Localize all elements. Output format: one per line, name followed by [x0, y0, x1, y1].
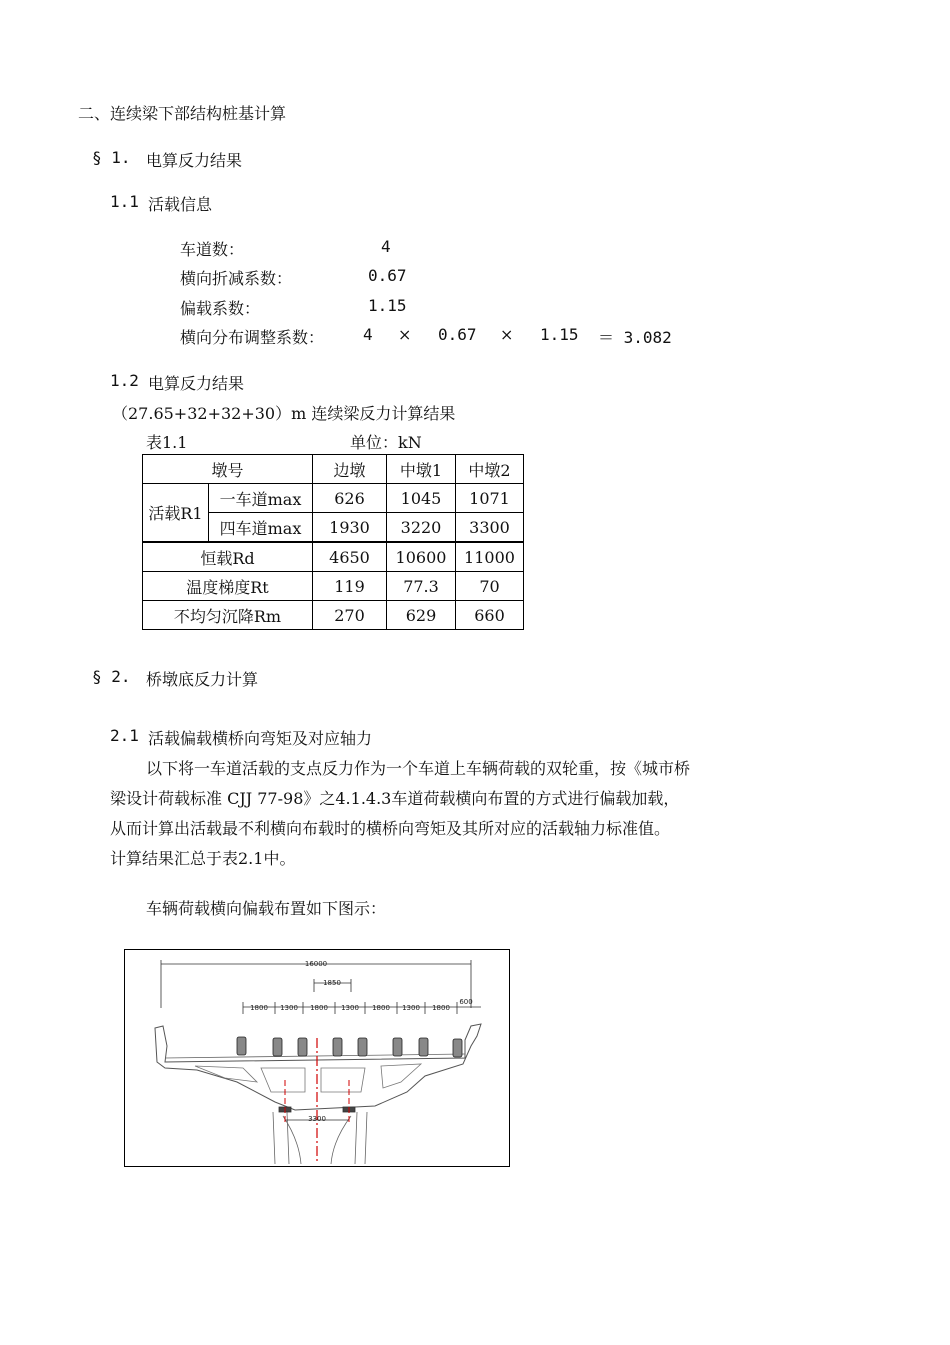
header-mid-pier-2: 中墩2	[456, 455, 524, 484]
row-label: 温度梯度Rt	[143, 572, 313, 601]
adjust-term-reduction: 0.67	[438, 325, 477, 344]
box-cell	[321, 1068, 365, 1092]
subsection-2-1-num: 2.1	[110, 726, 139, 745]
dimension-spacing: 1800	[432, 1004, 450, 1012]
section-2-mark: § 2.	[92, 667, 131, 686]
row-label: 恒载Rd	[143, 542, 313, 572]
cell-value: 270	[313, 601, 387, 630]
dimension-edge: 600	[459, 998, 473, 1006]
subsection-1-2-num: 1.2	[110, 371, 139, 390]
wheel-load	[393, 1038, 402, 1056]
figure-intro: 车辆荷载横向偏载布置如下图示：	[146, 899, 387, 918]
header-mid-pier-1: 中墩1	[387, 455, 456, 484]
row-label: 不均匀沉降Rm	[143, 601, 313, 630]
bridge-cross-section-figure	[124, 949, 510, 1167]
paragraph-line: 计算结果汇总于表2.1中。	[110, 849, 296, 868]
cell-value: 11000	[456, 542, 524, 572]
lanes-label: 车道数：	[180, 240, 245, 259]
cell-value: 1071	[456, 484, 524, 513]
dimension-total: 16000	[304, 960, 328, 968]
wheel-load	[298, 1038, 307, 1056]
cell-value: 3220	[387, 513, 456, 543]
subsection-2-1-title: 活载偏载横桥向弯矩及对应轴力	[148, 729, 373, 748]
row-label: 四车道max	[209, 513, 313, 543]
cell-value: 3300	[456, 513, 524, 543]
adjust-term-lanes: 4	[363, 325, 373, 344]
cross-section-drawing	[125, 950, 509, 1166]
lanes-value: 4	[381, 237, 391, 256]
cell-value: 10600	[387, 542, 456, 572]
subsection-1-2-title: 电算反力结果	[148, 374, 245, 393]
paragraph-line: 以下将一车道活载的支点反力作为一个车道上车辆荷载的双轮重，按《城市桥	[146, 759, 691, 778]
cell-value: 660	[456, 601, 524, 630]
multiply-sign: ×	[500, 325, 514, 344]
section-1-mark: § 1.	[92, 148, 131, 167]
dimension-spacing: 1800	[372, 1004, 390, 1012]
dimension-spacing: 1300	[280, 1004, 298, 1012]
cell-value: 77.3	[387, 572, 456, 601]
table-caption: （27.65+32+32+30）m 连续梁反力计算结果	[112, 404, 456, 423]
subsection-1-1-num: 1.1	[110, 192, 139, 211]
adjust-result: ＝ 3.082	[598, 328, 672, 347]
wheel-load	[333, 1038, 342, 1056]
cell-value: 629	[387, 601, 456, 630]
paragraph-line: 梁设计荷载标准 CJJ 77-98》之4.1.4.3车道荷载横向布置的方式进行偏载加载，	[110, 789, 680, 808]
cell-value: 4650	[313, 542, 387, 572]
dimension-offset: 1850	[323, 979, 341, 987]
header-pier-no: 墩号	[143, 455, 313, 484]
cell-value: 1930	[313, 513, 387, 543]
subsection-1-1-title: 活载信息	[148, 195, 213, 214]
adjust-term-eccentric: 1.15	[540, 325, 579, 344]
girder-outline	[155, 1024, 481, 1110]
adjust-label: 横向分布调整系数：	[180, 328, 325, 347]
section-1-title: 电算反力结果	[146, 151, 243, 170]
header-side-pier: 边墩	[313, 455, 387, 484]
reduction-label: 横向折减系数：	[180, 269, 293, 288]
live-load-label: 活载R1	[143, 484, 209, 543]
section-title: 二、连续梁下部结构桩基计算	[78, 104, 287, 123]
table-row	[143, 542, 524, 572]
box-cell	[261, 1068, 305, 1092]
dimension-spacing: 1300	[402, 1004, 420, 1012]
cell-value: 70	[456, 572, 524, 601]
wheel-load	[273, 1038, 282, 1056]
table-row	[143, 601, 524, 630]
reaction-table	[142, 454, 524, 630]
cell-value: 626	[313, 484, 387, 513]
wheel-load	[419, 1038, 428, 1056]
box-cell	[195, 1066, 257, 1082]
table-number: 表1.1	[146, 433, 188, 452]
row-label: 一车道max	[209, 484, 313, 513]
wheel-load	[453, 1039, 462, 1057]
wheel-load	[237, 1037, 246, 1055]
table-header-row	[143, 455, 524, 484]
eccentric-label: 偏载系数：	[180, 299, 261, 318]
section-2-title: 桥墩底反力计算	[146, 670, 259, 689]
dimension-spacing: 1800	[250, 1004, 268, 1012]
table-unit: 单位：kN	[350, 433, 422, 452]
reduction-value: 0.67	[368, 266, 407, 285]
table-row	[143, 572, 524, 601]
cell-value: 119	[313, 572, 387, 601]
table-row	[143, 484, 524, 513]
cell-value: 1045	[387, 484, 456, 513]
paragraph-line: 从而计算出活载最不利横向布载时的横桥向弯矩及其所对应的活载轴力标准值。	[110, 819, 671, 838]
wheel-load	[358, 1038, 367, 1056]
dimension-bearing: 3300	[308, 1115, 326, 1123]
eccentric-value: 1.15	[368, 296, 407, 315]
dimension-spacing: 1800	[310, 1004, 328, 1012]
multiply-sign: ×	[398, 325, 412, 344]
dimension-spacing: 1300	[341, 1004, 359, 1012]
